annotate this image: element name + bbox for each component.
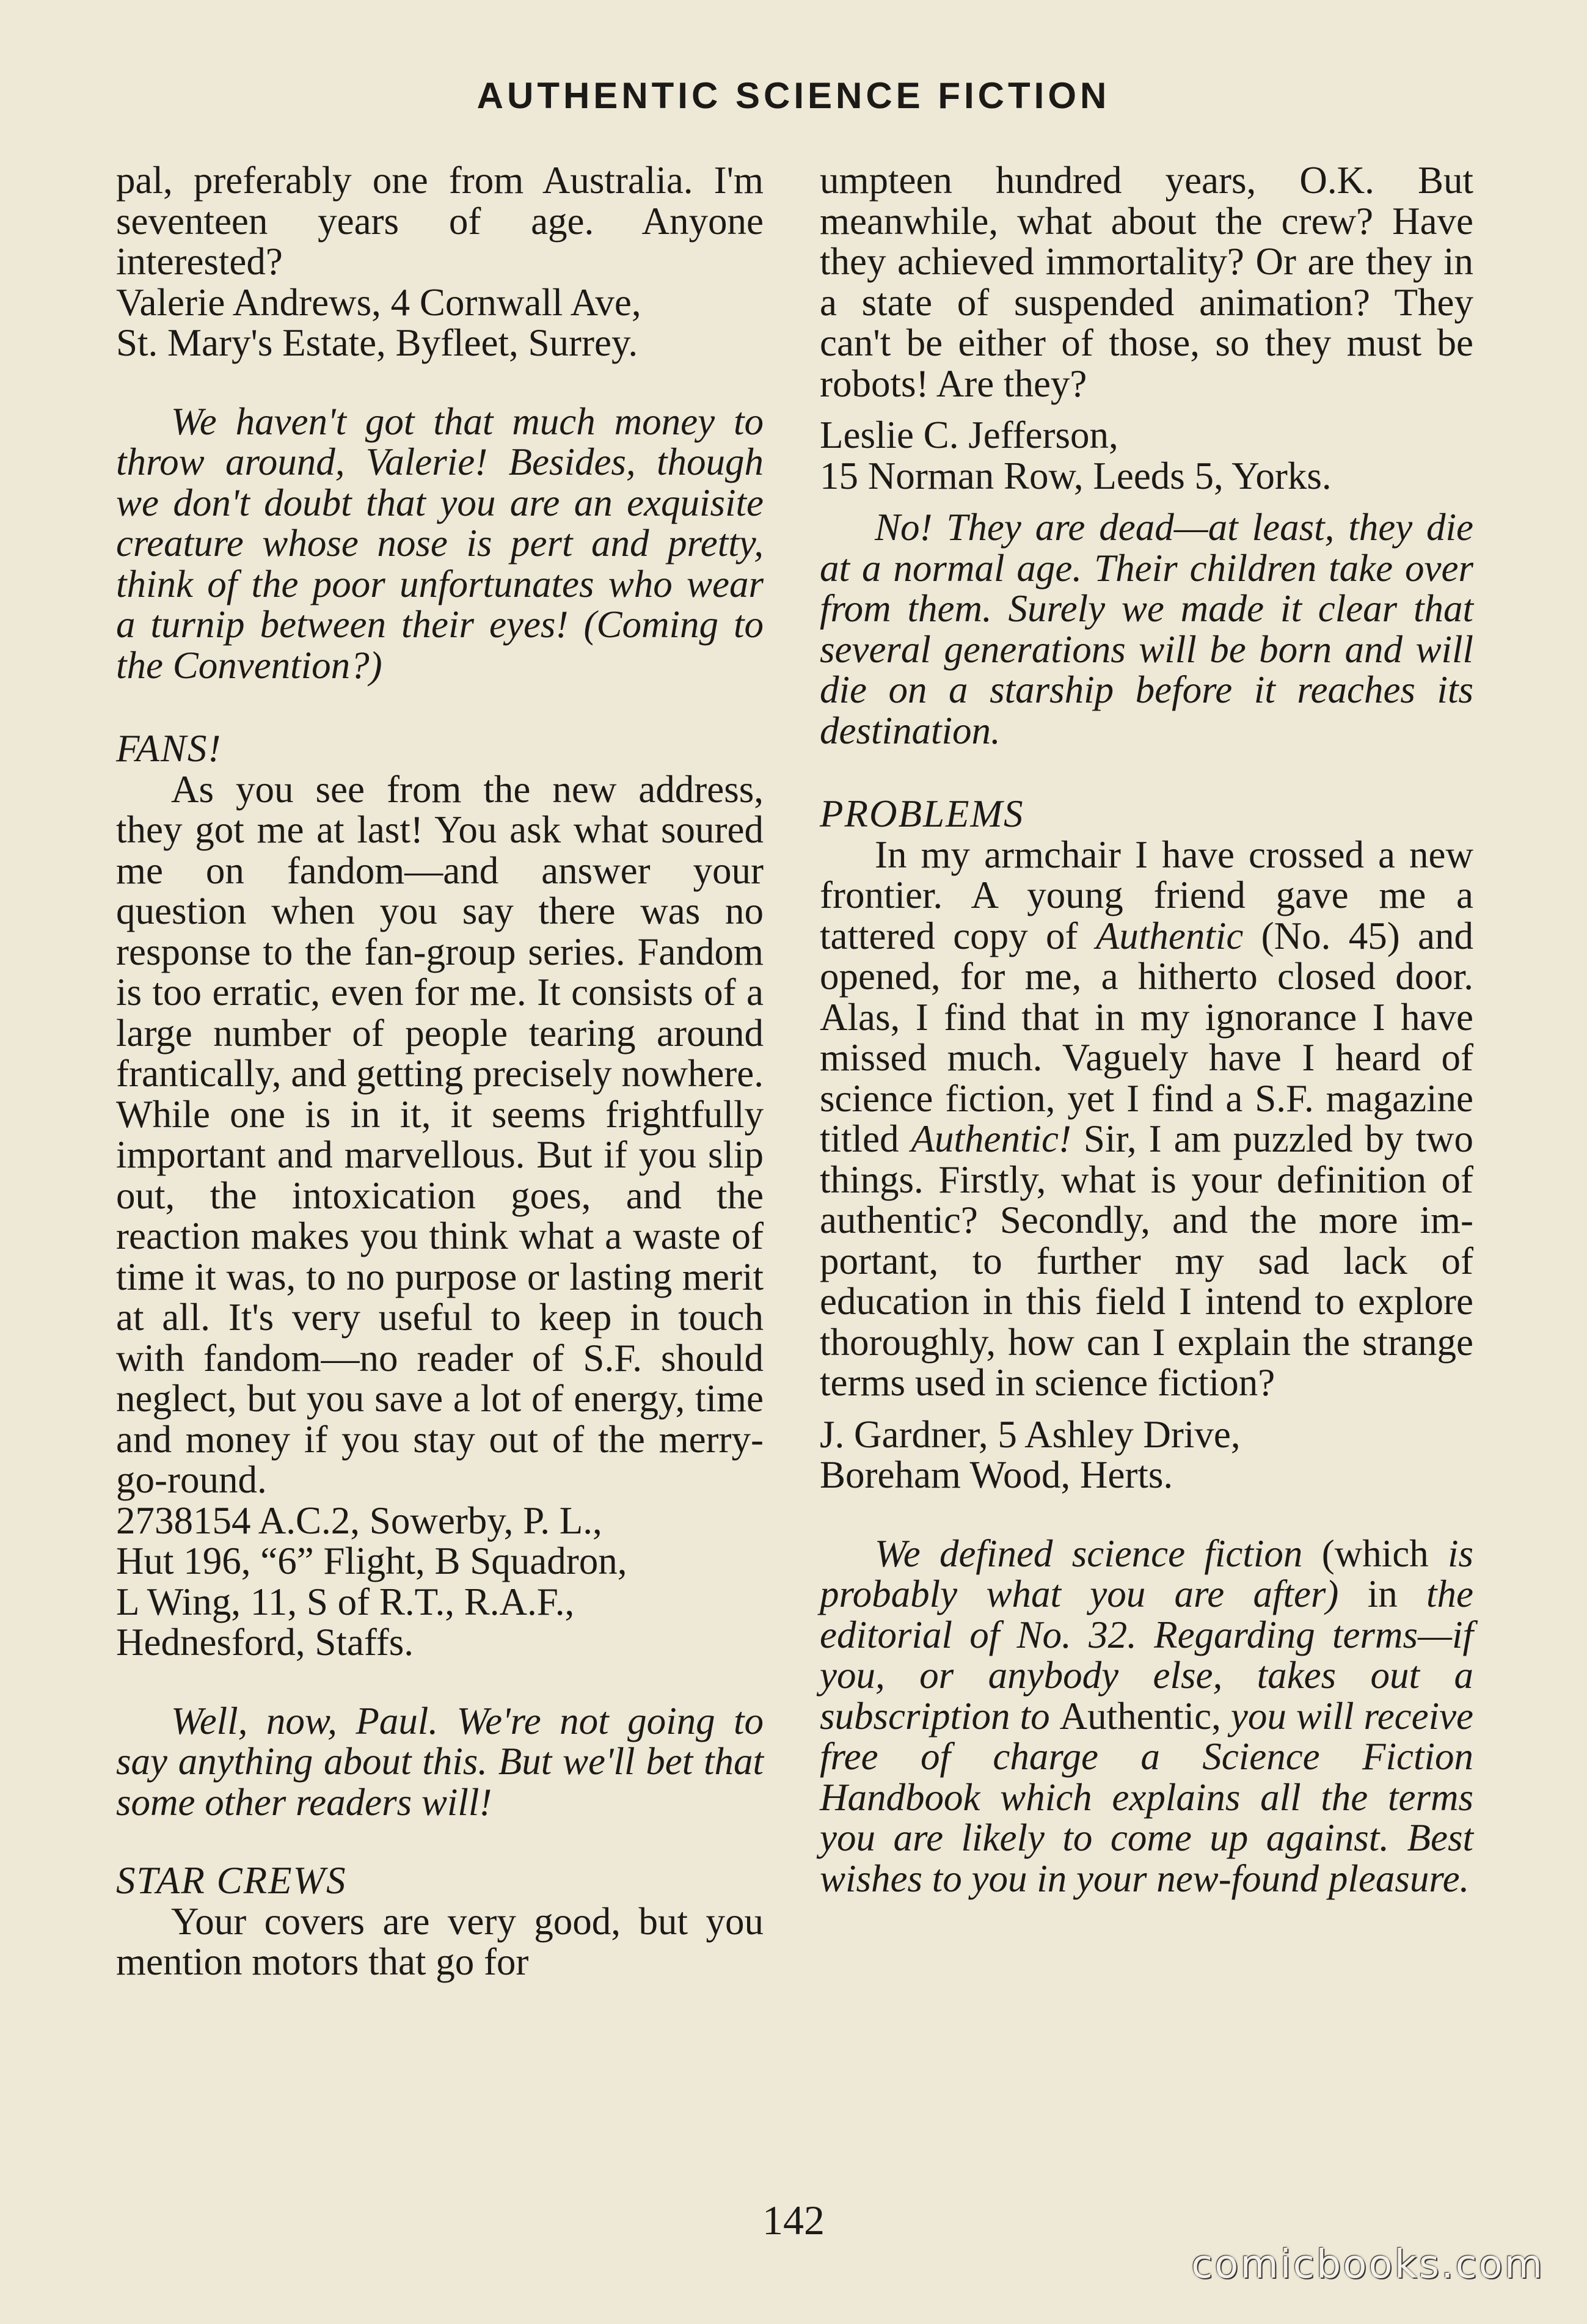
letter-signature: 15 Norman Row, Leeds 5, Yorks. <box>820 454 1332 497</box>
right-column <box>820 160 1473 1899</box>
letter-text: (No. 45) and opened, for me, a hitherto closed door. Alas, I find that in my ignorance I have missed much. Vaguely have I heard of science fiction, yet I find a S.F. magazine titled <box>820 914 1474 1160</box>
letter-body: As you see from the new address, they got me at last! You ask what soured me on fandom—and answer your question when you say there was no response to the fan-group series. Fandom is too erratic, even for me. It consists of a large number of people tearing around frantically, and getting precisely nowhere. While one is in it, it seems frightfully important and marvellous. But if you slip out, the intoxication goes, and the reaction makes you think what a waste of time it was, to no purpose or lasting merit at all. It's very useful to keep in touch with fandom—no reader of S.F. should neglect, but you save a lot of energy, time and money if you stay out of the merry-go-round. <box>116 767 764 1501</box>
letter-signature: J. Gardner, 5 Ashley Drive, <box>820 1412 1241 1456</box>
letter-signature: L Wing, 11, S of R.T., R.A.F., <box>116 1580 575 1623</box>
letter-signature: Hut 196, “6” Flight, B Squadron, <box>116 1540 627 1582</box>
magazine-title: Authentic! <box>911 1117 1071 1160</box>
letter-signature: Valerie Andrews, 4 Cornwall Ave, <box>116 280 641 324</box>
letter-signature: Leslie C. Jefferson, <box>820 414 1118 456</box>
section-heading: STAR CREWS <box>116 1859 347 1902</box>
reply-text: (which <box>1321 1532 1429 1575</box>
editor-reply: Well, now, Paul. We're not going to say anything about this. But we'll bet that some other readers will! <box>116 1699 764 1824</box>
reply-text: you will receive free of charge a Science Fiction Handbook which explains all the terms you are likely to come up against. Best wishes to you in your new-found pleasure. <box>820 1694 1474 1900</box>
reply-text: in <box>1367 1573 1398 1615</box>
editor-reply: No! They are dead—at least, they die at a normal age. Their children take over from them. Surely we made it clear that several generations will be born and will die on a starship before it reaches its destination. <box>820 506 1473 752</box>
letter-body: Your covers are very good, but you mention motors that go for <box>116 1899 764 1983</box>
letter-signature: 2738154 A.C.2, Sowerby, P. L., <box>116 1499 602 1542</box>
letter-text: Sir, I am puzzled by two things. Firstly, what is your definition of authentic? Secondly, and the more important, to further my sad lack of education in this field I intend to explore thoroughly, how can I explain the strange terms used in science fiction? <box>820 1117 1474 1404</box>
section-heading: FANS! <box>116 727 222 770</box>
letter-text: In my armchair I have crossed a new frontier. A young friend gave me a tattered copy of <box>820 833 1473 957</box>
running-header: AUTHENTIC SCIENCE FICTION <box>476 75 1111 116</box>
reply-text: the editorial of No. 32. Regarding terms—if you, or anybody else, takes out a subscription to <box>820 1573 1473 1738</box>
magazine-title: Authentic <box>1095 914 1244 957</box>
letter-body: pal, preferably one from Australia. I'm seventeen years of age. Anyone interested? <box>116 159 764 283</box>
letter-signature: Boreham Wood, Herts. <box>820 1453 1173 1496</box>
left-column <box>116 160 764 1982</box>
letter-signature: St. Mary's Estate, Byfleet, Surrey. <box>116 321 638 364</box>
letter-body <box>820 835 1473 1403</box>
editor-reply <box>820 1533 1473 1899</box>
page-number: 142 <box>762 2197 825 2243</box>
magazine-title: Authentic, <box>1059 1694 1221 1738</box>
section-heading: PROBLEMS <box>820 792 1024 835</box>
letter-signature: Hednesford, Staffs. <box>116 1621 414 1664</box>
reply-text: We defined science fiction <box>875 1532 1303 1575</box>
reply-text: is probably what you are after) <box>820 1532 1474 1615</box>
letter-body: umpteen hundred years, O.K. But meanwhile, what about the crew? Have they achieved immortality? Or are they in a state of suspended animation? They can't be either of those, so they must be robots! Are they? <box>820 159 1473 405</box>
editor-reply: We haven't got that much money to throw around, Valerie! Besides, though we don't doubt that you are an exquisite creature whose nose is pert and pretty, think of the poor unfortunates who wear a turnip between their eyes! (Coming to the Convention?) <box>116 400 764 687</box>
watermark: comicbooks.com <box>1191 2242 1544 2287</box>
